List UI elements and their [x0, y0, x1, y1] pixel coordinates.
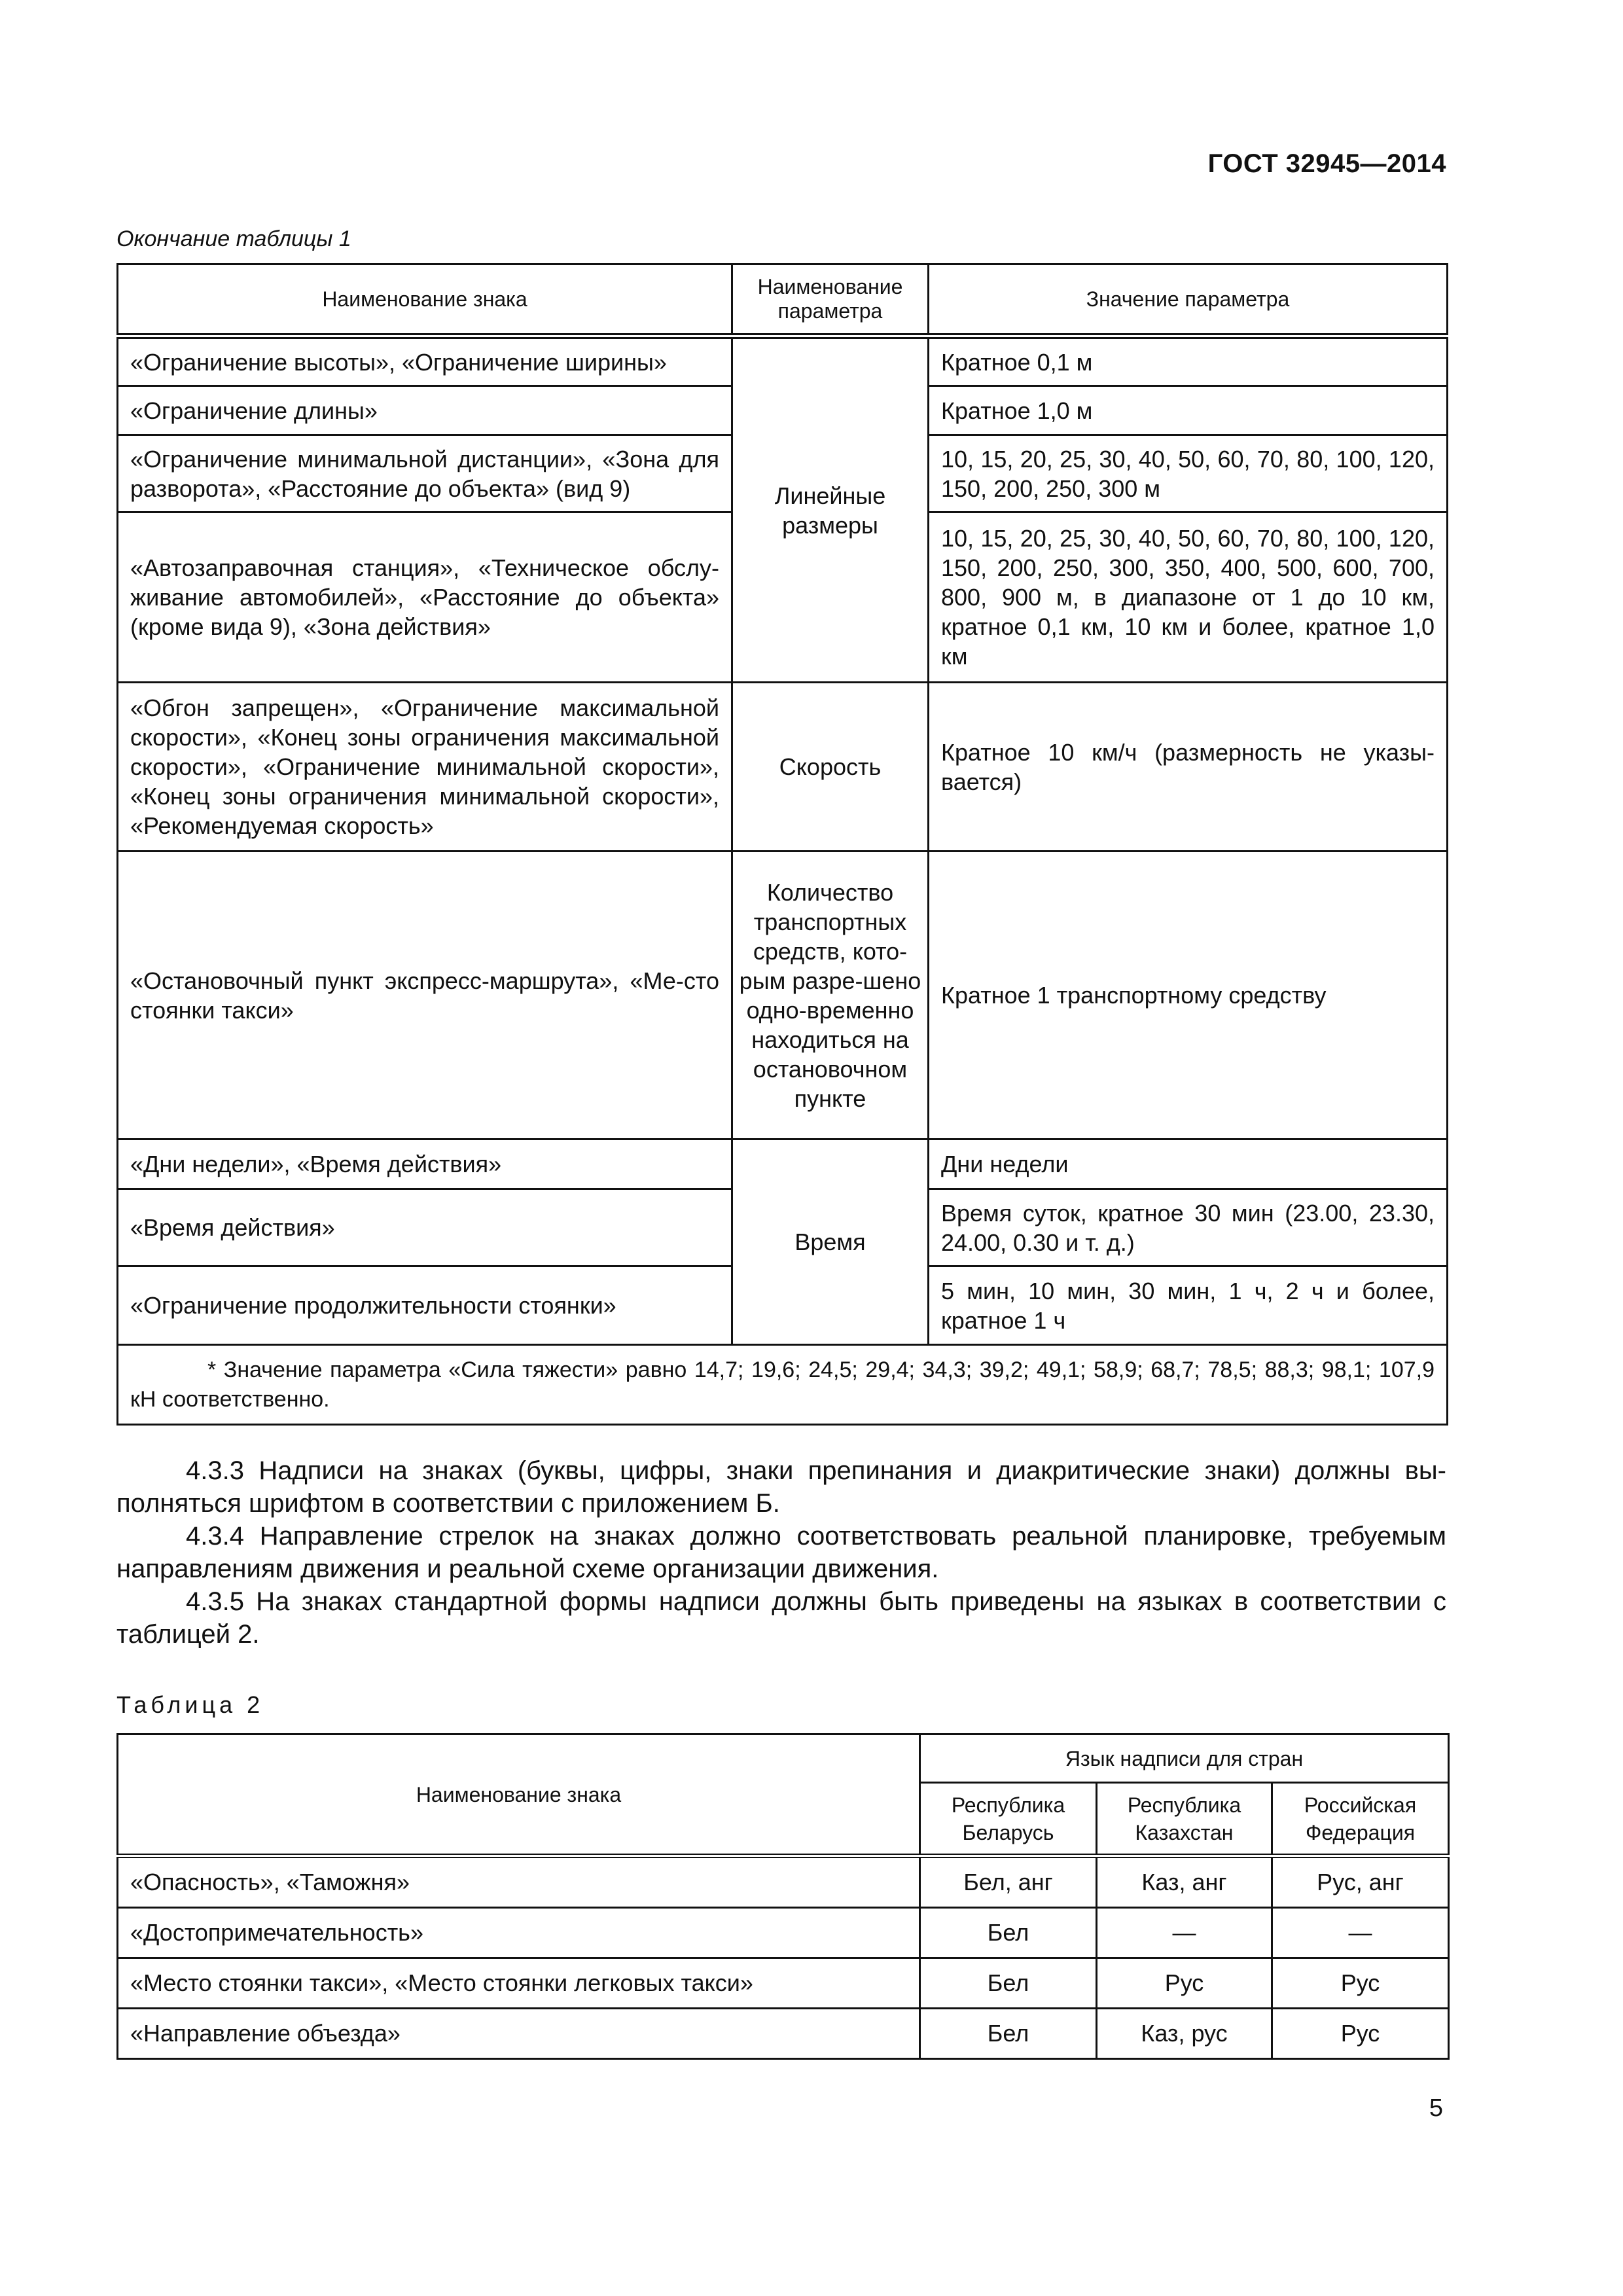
table1-caption: Окончание таблицы 1 [116, 226, 351, 251]
param-value-cell: Время суток, кратное 30 мин (23.00, 23.30, 24.00, 0.30 и т. д.) [929, 1189, 1448, 1266]
sign-name-cell: «Место стоянки такси», «Место стоянки легковых такси» [118, 1958, 920, 2009]
lang-kz-cell: — [1097, 1908, 1272, 1958]
table-row [118, 2009, 1449, 2059]
lang-by-cell: Бел [920, 2009, 1097, 2059]
paragraph-4-3-3: 4.3.3 Надписи на знаках (буквы, цифры, знаки препинания и диакритические знаки) должны вы-полняться шрифтом в соответствии с приложением Б. [116, 1456, 1446, 1518]
table1-footnote-row [118, 1345, 1448, 1425]
table1-col-sign-name: Наименование знака [118, 264, 732, 336]
body-text [116, 1454, 1446, 1651]
sign-name-cell: «Достопримечательность» [118, 1908, 920, 1958]
lang-by-cell: Бел [920, 1958, 1097, 2009]
param-name-cell: Линейные размеры [732, 336, 929, 683]
param-value-cell: Кратное 1,0 м [929, 386, 1448, 435]
sign-name-cell: «Ограничение длины» [118, 386, 732, 435]
param-value-cell: Кратное 1 транспортному средству [929, 852, 1448, 1139]
param-value-cell: Дни недели [929, 1139, 1448, 1189]
sign-name-cell: «Время действия» [118, 1189, 732, 1266]
page-number: 5 [1429, 2094, 1443, 2122]
table-row [118, 1856, 1449, 1908]
paragraph-4-3-5: 4.3.5 На знаках стандартной формы надписи должны быть приведены на языках в соответствии с таблицей 2. [116, 1587, 1446, 1649]
sign-name-cell: «Автозаправочная станция», «Техническое обслу-живание автомобилей», «Расстояние до объекта» (кроме вида 9), «Зона действия» [118, 512, 732, 683]
table1-footnote: * Значение параметра «Сила тяжести» равно 14,7; 19,6; 24,5; 29,4; 34,3; 39,2; 49,1; 58,9; 68,7; 78,5; 88,3; 98,1; 107,9 кН соответственно. [118, 1345, 1448, 1425]
table2 [116, 1733, 1450, 2060]
sign-name-cell: «Ограничение минимальной дистанции», «Зона для разворота», «Расстояние до объекта» (вид 9) [118, 435, 732, 512]
lang-kz-cell: Рус [1097, 1958, 1272, 2009]
param-name-cell: Скорость [732, 683, 929, 852]
sign-name-cell: «Ограничение продолжительности стоянки» [118, 1266, 732, 1345]
lang-by-cell: Бел [920, 1908, 1097, 1958]
table-row [118, 1139, 1448, 1189]
table2-col-sign-name: Наименование знака [118, 1734, 920, 1856]
lang-ru-cell: Рус, анг [1272, 1856, 1449, 1908]
param-name-cell: Количество транспортных средств, кото-рым разре-шено одно-временно находиться на остановочном пункте [732, 852, 929, 1139]
lang-ru-cell: Рус [1272, 1958, 1449, 2009]
sign-name-cell: «Опасность», «Таможня» [118, 1856, 920, 1908]
sign-name-cell: «Направление объезда» [118, 2009, 920, 2059]
table-row [118, 1958, 1449, 2009]
param-value-cell: 10, 15, 20, 25, 30, 40, 50, 60, 70, 80, 100, 120, 150, 200, 250, 300, 350, 400, 500, 600, 700, 800, 900 м, в диапазоне от 1 до 10 км, кратное 0,1 км, 10 км и более, кратное 1,0 км [929, 512, 1448, 683]
table1-header-row [118, 264, 1448, 336]
sign-name-cell: «Обгон запрещен», «Ограничение максимальной скорости», «Конец зоны ограничения максимальной скорости», «Ограничение минимальной скорости», «Конец зоны ограничения минимальной скорости», «Рекомендуемая скорость» [118, 683, 732, 852]
table2-caption: Таблица 2 [116, 1691, 264, 1718]
lang-kz-cell: Каз, анг [1097, 1856, 1272, 1908]
table1-col-param-value: Значение параметра [929, 264, 1448, 336]
table2-header-row-1 [118, 1734, 1449, 1783]
lang-ru-cell: Рус [1272, 2009, 1449, 2059]
table-row [118, 336, 1448, 386]
table-row [118, 1908, 1449, 1958]
param-value-cell: 10, 15, 20, 25, 30, 40, 50, 60, 70, 80, 100, 120, 150, 200, 250, 300 м [929, 435, 1448, 512]
table1 [116, 263, 1448, 1426]
table2-group-header: Язык надписи для стран [920, 1734, 1449, 1783]
paragraph-4-3-4: 4.3.4 Направление стрелок на знаках должно соответствовать реальной планировке, требуемым направлениям движения и реальной схеме организации движения. [116, 1522, 1446, 1583]
table2-col-kazakhstan: Республика Казахстан [1097, 1783, 1272, 1856]
table-row [118, 683, 1448, 852]
table2-col-belarus: Республика Беларусь [920, 1783, 1097, 1856]
param-value-cell: 5 мин, 10 мин, 30 мин, 1 ч, 2 ч и более, кратное 1 ч [929, 1266, 1448, 1345]
param-value-cell: Кратное 10 км/ч (размерность не указы-вается) [929, 683, 1448, 852]
sign-name-cell: «Ограничение высоты», «Ограничение ширины» [118, 336, 732, 386]
document-code: ГОСТ 32945—2014 [1207, 149, 1446, 178]
table1-col-param-name: Наименование параметра [732, 264, 929, 336]
table-row [118, 852, 1448, 1139]
table2-col-russia: Российская Федерация [1272, 1783, 1449, 1856]
lang-kz-cell: Каз, рус [1097, 2009, 1272, 2059]
sign-name-cell: «Дни недели», «Время действия» [118, 1139, 732, 1189]
param-name-cell: Время [732, 1139, 929, 1345]
lang-ru-cell: — [1272, 1908, 1449, 1958]
lang-by-cell: Бел, анг [920, 1856, 1097, 1908]
param-value-cell: Кратное 0,1 м [929, 336, 1448, 386]
sign-name-cell: «Остановочный пункт экспресс-маршрута», «Ме-сто стоянки такси» [118, 852, 732, 1139]
